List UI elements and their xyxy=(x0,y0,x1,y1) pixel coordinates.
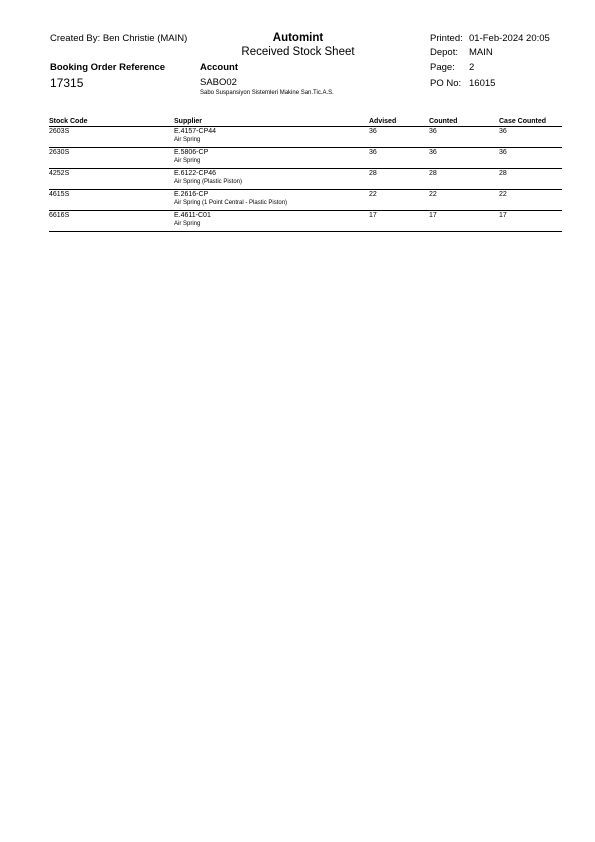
col-advised: Advised xyxy=(369,114,429,127)
item-description: Air Spring (Plastic Piston) xyxy=(174,179,243,185)
stock-code-cell: 4615S xyxy=(49,190,174,211)
table-row xyxy=(49,169,562,190)
table-row xyxy=(49,148,562,169)
advised-cell: 28 xyxy=(369,169,429,190)
depot-value: MAIN xyxy=(469,47,493,58)
printed-label: Printed: xyxy=(430,33,463,44)
po-value: 16015 xyxy=(469,78,496,89)
supplier-code: E.2616-CP xyxy=(174,191,209,198)
advised-cell: 17 xyxy=(369,211,429,232)
case-counted-cell: 36 xyxy=(499,148,562,169)
account-value: SABO02 xyxy=(200,77,237,88)
table-row xyxy=(49,190,562,211)
stock-table xyxy=(49,114,562,232)
created-by-value: Ben Christie (MAIN) xyxy=(102,33,188,44)
col-supplier: Supplier xyxy=(174,114,369,127)
supplier-cell xyxy=(174,190,369,211)
po-label: PO No: xyxy=(430,78,462,89)
supplier-code: E.4157-CP44 xyxy=(174,128,217,135)
sheet-title: Received Stock Sheet xyxy=(241,46,355,58)
booking-ref-label: Booking Order Reference xyxy=(50,62,166,73)
stock-code-cell: 6616S xyxy=(49,211,174,232)
case-counted-cell: 28 xyxy=(499,169,562,190)
advised-cell: 36 xyxy=(369,127,429,148)
item-description: Air Spring xyxy=(174,158,201,164)
stock-code-cell: 2603S xyxy=(49,127,174,148)
item-description: Air Spring (1 Point Central - Plastic Piston) xyxy=(174,200,288,206)
counted-cell: 28 xyxy=(429,169,499,190)
supplier-cell xyxy=(174,211,369,232)
supplier-cell xyxy=(174,148,369,169)
table-header-row xyxy=(49,114,562,127)
item-description: Air Spring xyxy=(174,137,201,143)
case-counted-cell: 17 xyxy=(499,211,562,232)
counted-cell: 36 xyxy=(429,127,499,148)
account-label: Account xyxy=(200,62,238,73)
col-case-counted: Case Counted xyxy=(499,114,562,127)
supplier-cell xyxy=(174,127,369,148)
advised-cell: 36 xyxy=(369,148,429,169)
counted-cell: 22 xyxy=(429,190,499,211)
depot-label: Depot: xyxy=(430,47,458,58)
account-name: Sabo Suspansiyon Sistemleri Makine San.Tic.A.S. xyxy=(200,90,334,96)
table-row xyxy=(49,127,562,148)
advised-cell: 22 xyxy=(369,190,429,211)
counted-cell: 36 xyxy=(429,148,499,169)
company-name: Automint xyxy=(272,32,324,44)
case-counted-cell: 22 xyxy=(499,190,562,211)
supplier-cell xyxy=(174,169,369,190)
created-by-label: Created By: xyxy=(50,33,101,44)
printed-value: 01-Feb-2024 20:05 xyxy=(469,33,550,44)
supplier-code: E.5806-CP xyxy=(174,149,209,156)
table-row xyxy=(49,211,562,232)
created-by xyxy=(50,33,187,44)
stock-code-cell: 4252S xyxy=(49,169,174,190)
col-stock-code: Stock Code xyxy=(49,114,174,127)
supplier-code: E.6122-CP46 xyxy=(174,170,217,177)
case-counted-cell: 36 xyxy=(499,127,562,148)
item-description: Air Spring xyxy=(174,221,201,227)
page-label: Page: xyxy=(430,62,455,73)
booking-ref-value: 17315 xyxy=(50,76,84,90)
counted-cell: 17 xyxy=(429,211,499,232)
stock-code-cell: 2630S xyxy=(49,148,174,169)
page-value: 2 xyxy=(469,62,475,73)
supplier-code: E.4611-C01 xyxy=(174,212,211,219)
col-counted: Counted xyxy=(429,114,499,127)
